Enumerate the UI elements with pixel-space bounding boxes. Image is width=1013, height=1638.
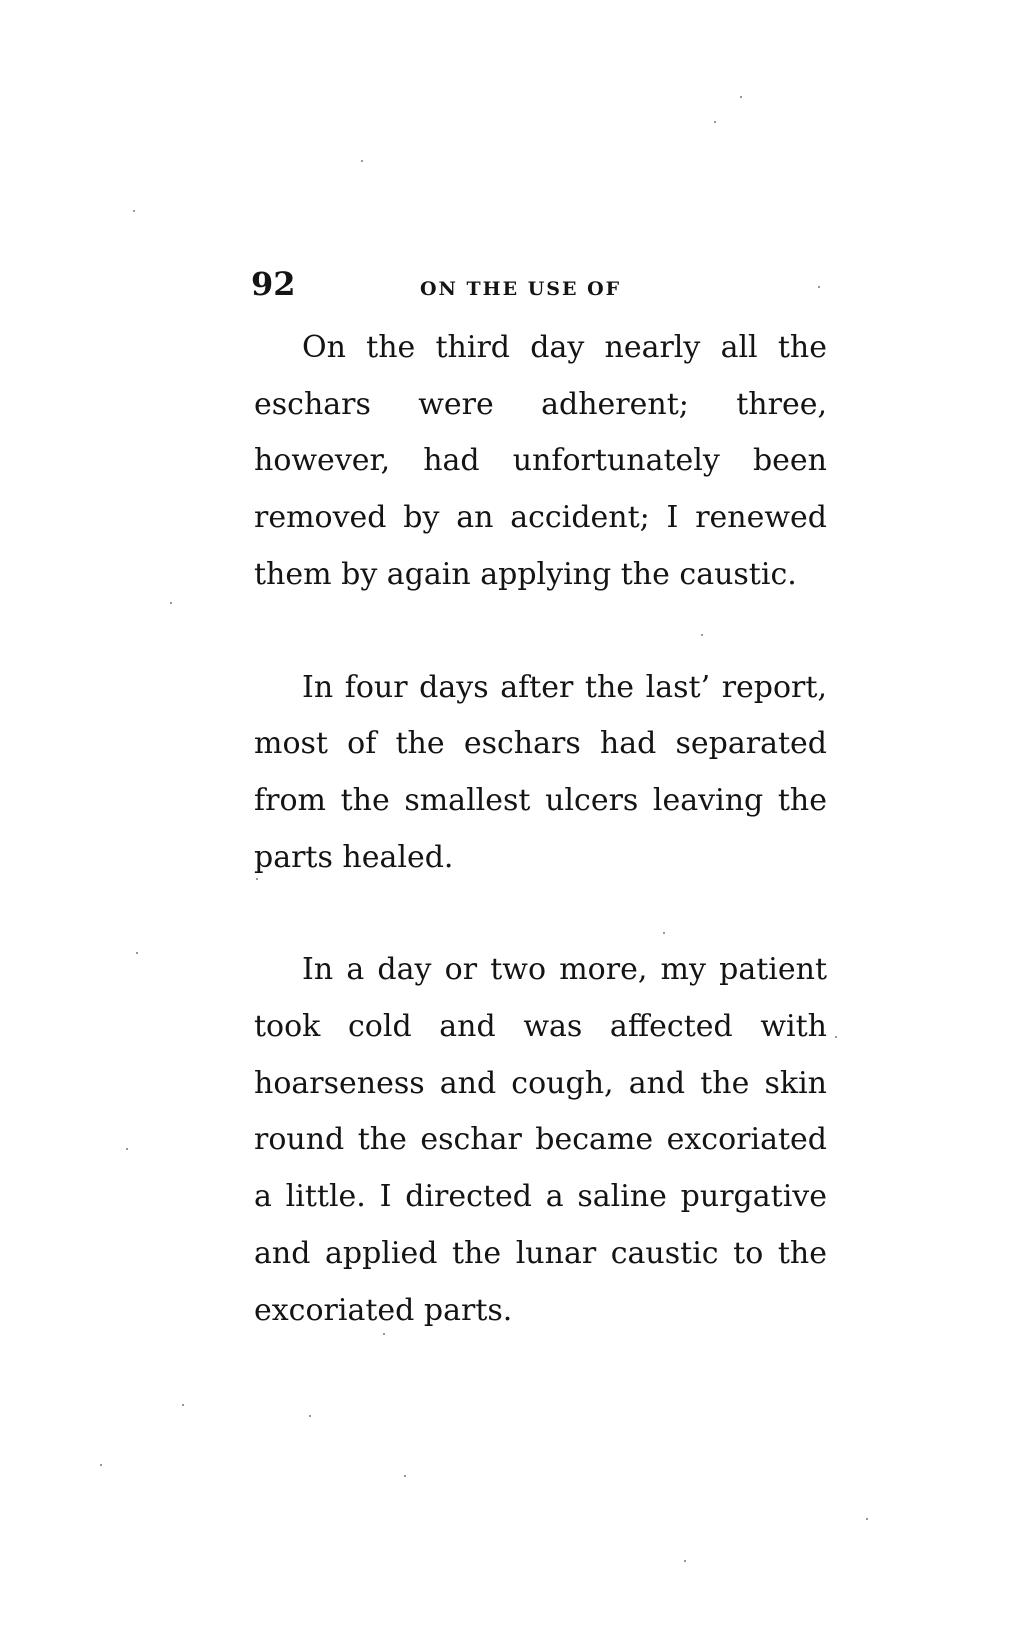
scan-speck <box>126 1148 128 1150</box>
running-head: ON THE USE OF <box>420 278 622 300</box>
scan-speck <box>133 210 135 212</box>
scan-speck <box>701 634 703 636</box>
paragraph: In four days after the last’ report, most of the eschars had separated from the smallest ulcers leaving the parts healed. <box>254 669 827 875</box>
scan-speck <box>136 952 138 954</box>
scan-speck <box>684 1560 686 1562</box>
scan-speck <box>714 121 716 123</box>
scan-speck <box>383 1333 385 1335</box>
scan-speck <box>182 1404 184 1406</box>
scan-speck <box>835 1036 837 1038</box>
scan-speck <box>256 878 258 880</box>
page-number: 92 <box>251 265 296 303</box>
scan-speck <box>663 932 665 934</box>
paragraph: In a day or two more, my patient took cold and was affected with hoarseness and cough, and the skin round the eschar became excoriated a little. I directed a saline purgative and applied the lunar caustic to the excoriated parts. <box>254 952 827 1328</box>
scan-speck <box>818 286 820 288</box>
scan-speck <box>404 1475 406 1477</box>
body-text <box>254 320 827 1339</box>
scan-speck <box>740 96 742 98</box>
scan-speck <box>866 1518 868 1520</box>
scan-speck <box>100 1464 102 1466</box>
scan-speck <box>361 160 363 162</box>
scan-speck <box>170 602 172 604</box>
scan-speck <box>309 1415 311 1417</box>
paragraph: On the third day nearly all the eschars were adherent; three, however, had unfortunately been removed by an accident; I renewed them by again applying the caustic. <box>254 330 827 592</box>
